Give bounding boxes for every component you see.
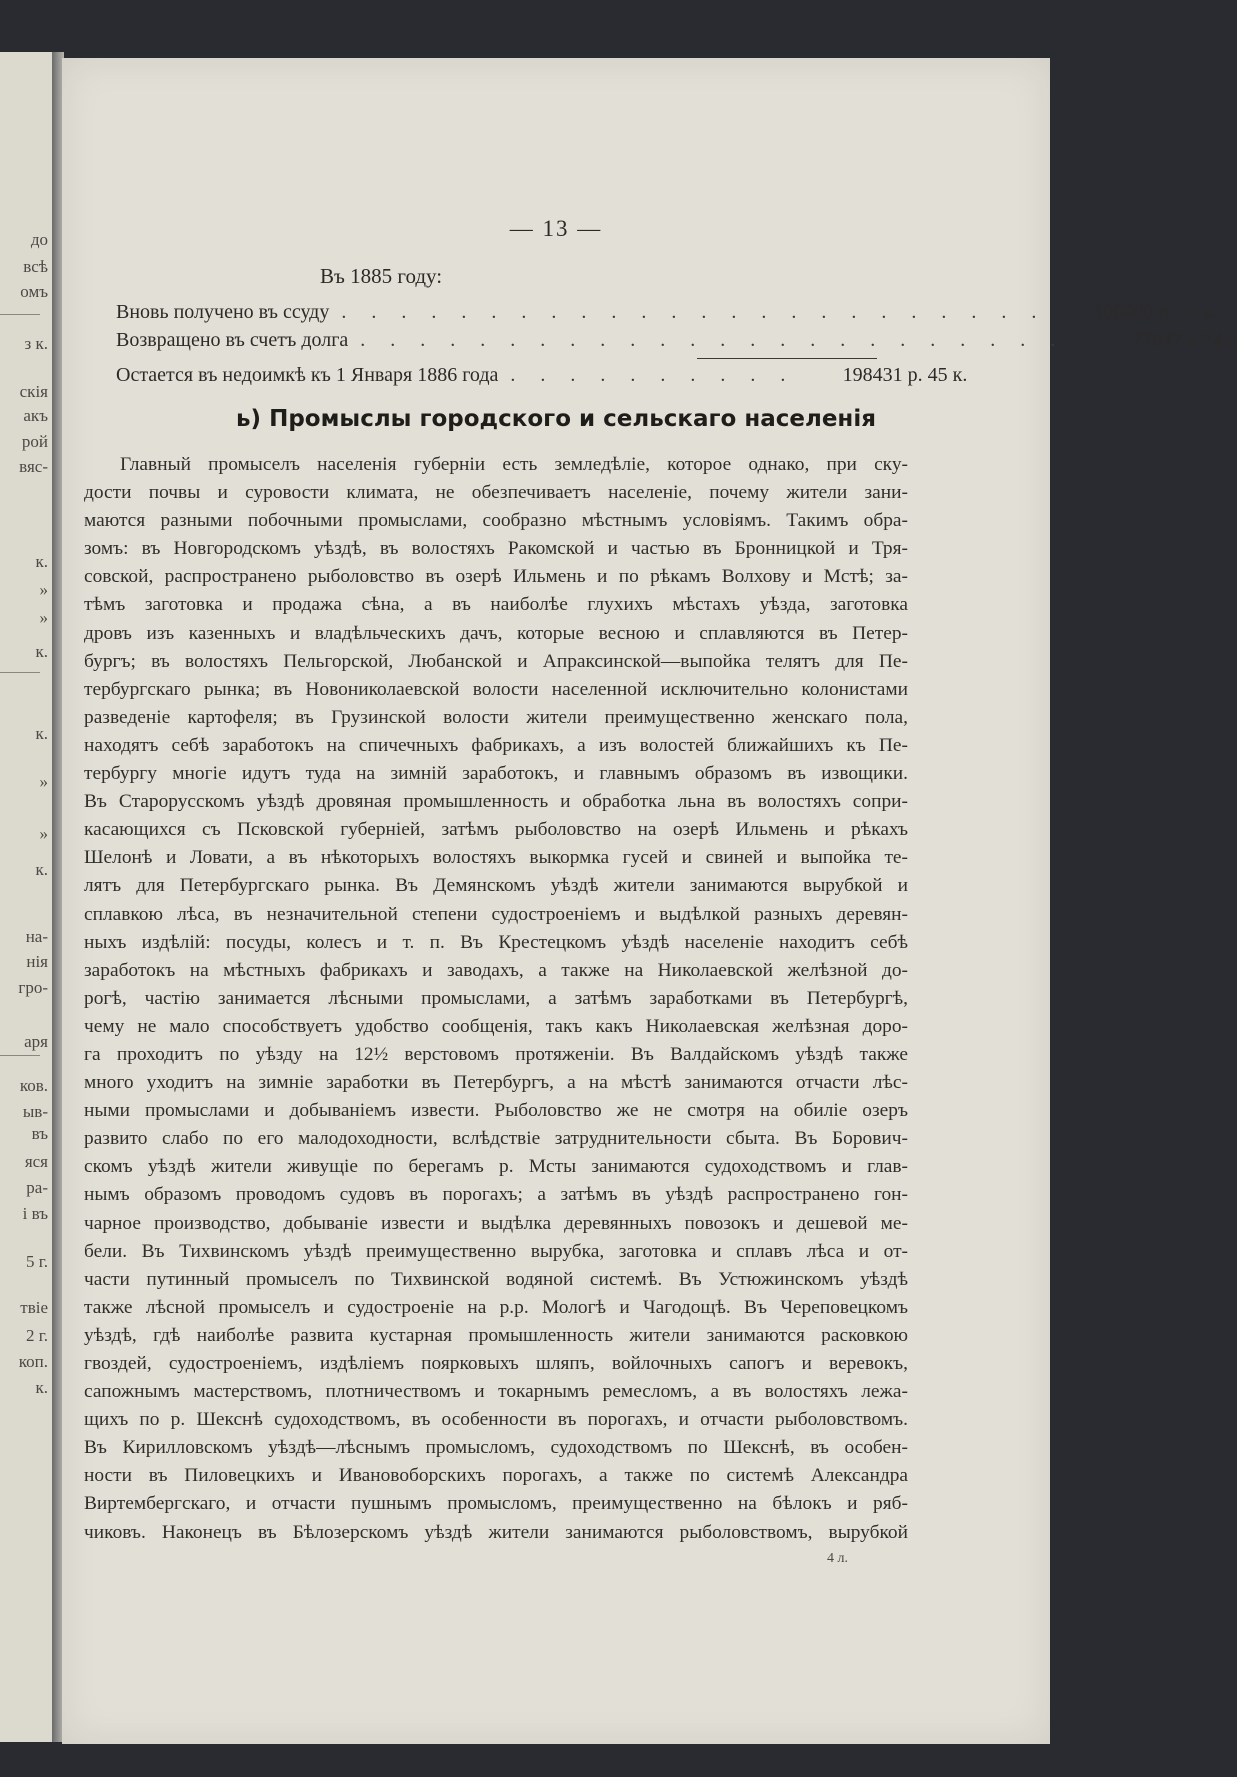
left-page-fragment: всѣ: [23, 257, 48, 276]
text-line: скомъ уѣздѣ жители живущіе по берегамъ р. Мсты занимаются судоходствомъ и глав-: [84, 1156, 908, 1178]
left-page-fragment: к.: [35, 1378, 48, 1397]
left-page-fragment: ра-: [26, 1178, 48, 1197]
text-line: рогѣ, частію занимается лѣсными промыслами, а затѣмъ заработками въ Петербургѣ,: [84, 987, 908, 1009]
text-line: Виртембергскаго, и отчасти пушнымъ промысломъ, преимущественно на бѣлокъ и ряб-: [84, 1493, 908, 1515]
left-page-rule: [0, 314, 40, 315]
left-page-fragment: ыв-: [22, 1102, 48, 1121]
left-page-fragment: ков.: [19, 1076, 48, 1095]
left-page-fragment: »: [39, 824, 48, 843]
left-page-fragment: к.: [35, 552, 48, 571]
finance-label: Возвращено въ счетъ долга: [116, 329, 349, 351]
text-line: га проходитъ по уѣзду на 12½ верстовомъ протяженіи. Въ Валдайскомъ уѣздѣ также: [84, 1043, 908, 1065]
left-page-fragment: до: [30, 230, 48, 249]
text-line: заработокъ на мѣстныхъ фабрикахъ и заводахъ, а также на Николаевской желѣзной до-: [84, 959, 908, 981]
text-line: тѣмъ заготовка и продажа сѣна, а въ наиболѣе глухихъ мѣстахъ уѣзда, заготовка: [84, 594, 908, 616]
section-title: ь) Промыслы городского и сельскаго населенія: [236, 406, 876, 432]
text-line: дровъ изъ казенныхъ и владѣльческихъ дачъ, которые весною и сплавляются въ Петер-: [84, 622, 908, 644]
finance-row-arrears: [116, 364, 968, 387]
left-page-fragment: нія: [26, 952, 48, 971]
finance-label: Остается въ недоимкѣ къ 1 Января 1886 года: [116, 364, 499, 386]
text-line: бели. Въ Тихвинскомъ уѣздѣ преимущественно вырубка, заготовка и сплавъ лѣса и от-: [84, 1240, 908, 1262]
finance-row-new-loan: [116, 301, 1219, 324]
finance-amount: 100000 р. — к.: [1093, 301, 1219, 323]
text-line: ными промыслами и добываніемъ извести. Рыболовство же не смотря на обиліе озеръ: [84, 1100, 908, 1122]
finance-amount: 198431 р. 45 к.: [842, 364, 968, 386]
left-page-fragment: омъ: [20, 282, 48, 301]
left-page-fragment: к.: [35, 860, 48, 879]
signature-mark: 4 л.: [827, 1551, 848, 1566]
leader-dots: . . . . . . . . . . . . . . . . . . . . . . . .: [341, 301, 1047, 323]
text-line: зомъ: въ Новгородскомъ уѣздѣ, въ волостяхъ Ракомской и частью въ Бронницкой и Тря-: [84, 538, 908, 560]
text-line: дости почвы и суровости климата, не обезпечиваетъ населеніе, почему жители зани-: [84, 482, 908, 504]
text-line: ности въ Пиловецкихъ и Ивановоборскихъ порогахъ, а также по системѣ Александра: [84, 1465, 908, 1487]
year-heading: Въ 1885 году:: [320, 264, 443, 288]
text-line: тербургскаго рынка; въ Новониколаевской волости населенной исключительно колонистами: [84, 678, 908, 700]
text-line: части путинный промыселъ по Тихвинской водяной системѣ. Въ Устюжинскомъ уѣздѣ: [84, 1268, 908, 1290]
left-page-fragment: коп.: [18, 1352, 48, 1371]
left-page-fragment: аря: [24, 1032, 48, 1051]
left-page-fragment: »: [39, 772, 48, 791]
left-page-edge: [0, 52, 52, 1742]
left-page-fragment: на-: [25, 927, 48, 946]
document-page: [62, 58, 1237, 1744]
text-line: много уходитъ на зимніе заработки въ Петербургъ, а на мѣстѣ занимаются отчасти лѣс-: [84, 1072, 908, 1094]
left-page-fragment: 5 г.: [25, 1252, 48, 1271]
text-line: чиковъ. Наконецъ въ Бѣлозерскомъ уѣздѣ жители занимаются рыболовствомъ, вырубкой: [84, 1521, 908, 1543]
text-line: сапожнымъ мастерствомъ, плотничествомъ и токарнымъ ремесломъ, а въ волостяхъ лежа-: [84, 1381, 908, 1403]
text-line: сплавкою лѣса, въ незначительной степени судостроеніемъ и выдѣлкой разныхъ деревян-: [84, 903, 908, 925]
page-number: — 13 —: [509, 216, 603, 241]
text-line: Главный промыселъ населенія губерніи есть земледѣліе, которое однако, при ску-: [120, 454, 908, 475]
text-line: гвоздей, судостроеніемъ, издѣліемъ поярковыхъ шляпъ, войлочныхъ сапогъ и веревокъ,: [84, 1353, 908, 1374]
text-line: разведеніе картофеля; въ Грузинской волости жители преимущественно женскаго пола,: [84, 706, 908, 728]
left-page-fragment: акъ: [23, 406, 48, 425]
left-page-fragment: з к.: [24, 334, 48, 353]
leader-dots: . . . . . . . . . .: [510, 364, 796, 386]
body-text: [84, 451, 908, 1547]
left-page-fragment: к.: [35, 724, 48, 743]
finance-label: Вновь получено въ ссуду: [116, 301, 330, 323]
text-line: уѣздѣ, гдѣ наиболѣе развита кустарная промышленность жители занимаются расковкою: [84, 1324, 908, 1346]
left-page-fragment: і въ: [22, 1204, 48, 1223]
text-line: также лѣсной промыселъ и судостроеніе на р.р. Мологѣ и Чагодощѣ. Въ Череповецкомъ: [84, 1296, 908, 1318]
left-page-rule: [0, 1055, 40, 1056]
text-line: развито слабо по его малодоходности, вслѣдствіе затруднительности сбыта. Въ Борович-: [84, 1128, 908, 1150]
text-line: маются разными побочными промыслами, сообразно мѣстнымъ условіямъ. Такимъ обра-: [84, 510, 908, 532]
left-page-fragment: скія: [19, 382, 48, 401]
text-line: бургъ; въ волостяхъ Пельгорской, Любанской и Апраксинской—выпойка телятъ для Пе-: [84, 650, 908, 672]
left-page-fragment: твіе: [20, 1298, 48, 1317]
text-line: чему не мало способствуетъ удобство сообщенія, такъ какъ Николаевская желѣзная доро-: [84, 1015, 908, 1037]
text-line: щихъ по р. Шекснѣ судоходствомъ, въ особенности въ порогахъ, и отчасти рыболовствомъ.: [84, 1409, 908, 1431]
left-page-fragment: яся: [24, 1152, 48, 1171]
sum-rule: [697, 358, 877, 359]
text-line: нымъ образомъ проводомъ судовъ въ порогахъ; а затѣмъ въ уѣздѣ распространено гон-: [84, 1184, 908, 1206]
left-page-rule: [0, 672, 40, 673]
text-line: тербургу многіе идутъ туда на зимній заработокъ, и главнымъ образомъ въ извощики.: [84, 763, 908, 785]
left-page-fragment: гро-: [18, 978, 48, 997]
left-page-fragment: рой: [21, 432, 48, 451]
text-line: Въ Старорусскомъ уѣздѣ дровяная промышленность и обработка льна въ волостяхъ сопри-: [84, 791, 908, 813]
finance-amount: 77047 » 74 »: [1132, 329, 1237, 351]
leader-dots: . . . . . . . . . . . . . . . . . . . . . . . .: [360, 329, 1066, 351]
left-page-fragment: въ: [31, 1124, 48, 1143]
finance-row-returned: [116, 329, 1237, 352]
text-line: чарное производство, добываніе извести и выдѣлка деревянныхъ повозокъ и дешевой ме-: [84, 1212, 908, 1234]
text-line: лятъ для Петербургскаго рынка. Въ Демянскомъ уѣздѣ жители занимаются вырубкой и: [84, 875, 908, 897]
text-line: находятъ себѣ заработокъ на спичечныхъ фабрикахъ, а изъ волостей ближайшихъ къ Пе-: [84, 734, 908, 756]
left-page-fragment: вяс-: [19, 457, 48, 476]
left-page-fragment: к.: [35, 642, 48, 661]
text-line: совской, распространено рыболовство въ озерѣ Ильмень и по рѣкамъ Волхову и Мстѣ; за-: [84, 566, 908, 588]
text-line: Шелонѣ и Ловати, а въ нѣкоторыхъ волостяхъ выкормка гусей и свиней и выпойка те-: [84, 847, 908, 869]
left-page-fragment: 2 г.: [25, 1326, 48, 1345]
text-line: касающихся съ Псковской губерніей, затѣмъ рыболовство на озерѣ Ильмень и рѣкахъ: [84, 819, 908, 841]
left-page-fragment: »: [39, 580, 48, 599]
left-page-fragment: »: [39, 608, 48, 627]
text-line: ныхъ издѣлій: посуды, колесъ и т. п. Въ Крестецкомъ уѣздѣ населеніе находитъ себѣ: [84, 931, 908, 953]
text-line: Въ Кирилловскомъ уѣздѣ—лѣснымъ промысломъ, судоходствомъ по Шекснѣ, въ особен-: [84, 1437, 908, 1459]
